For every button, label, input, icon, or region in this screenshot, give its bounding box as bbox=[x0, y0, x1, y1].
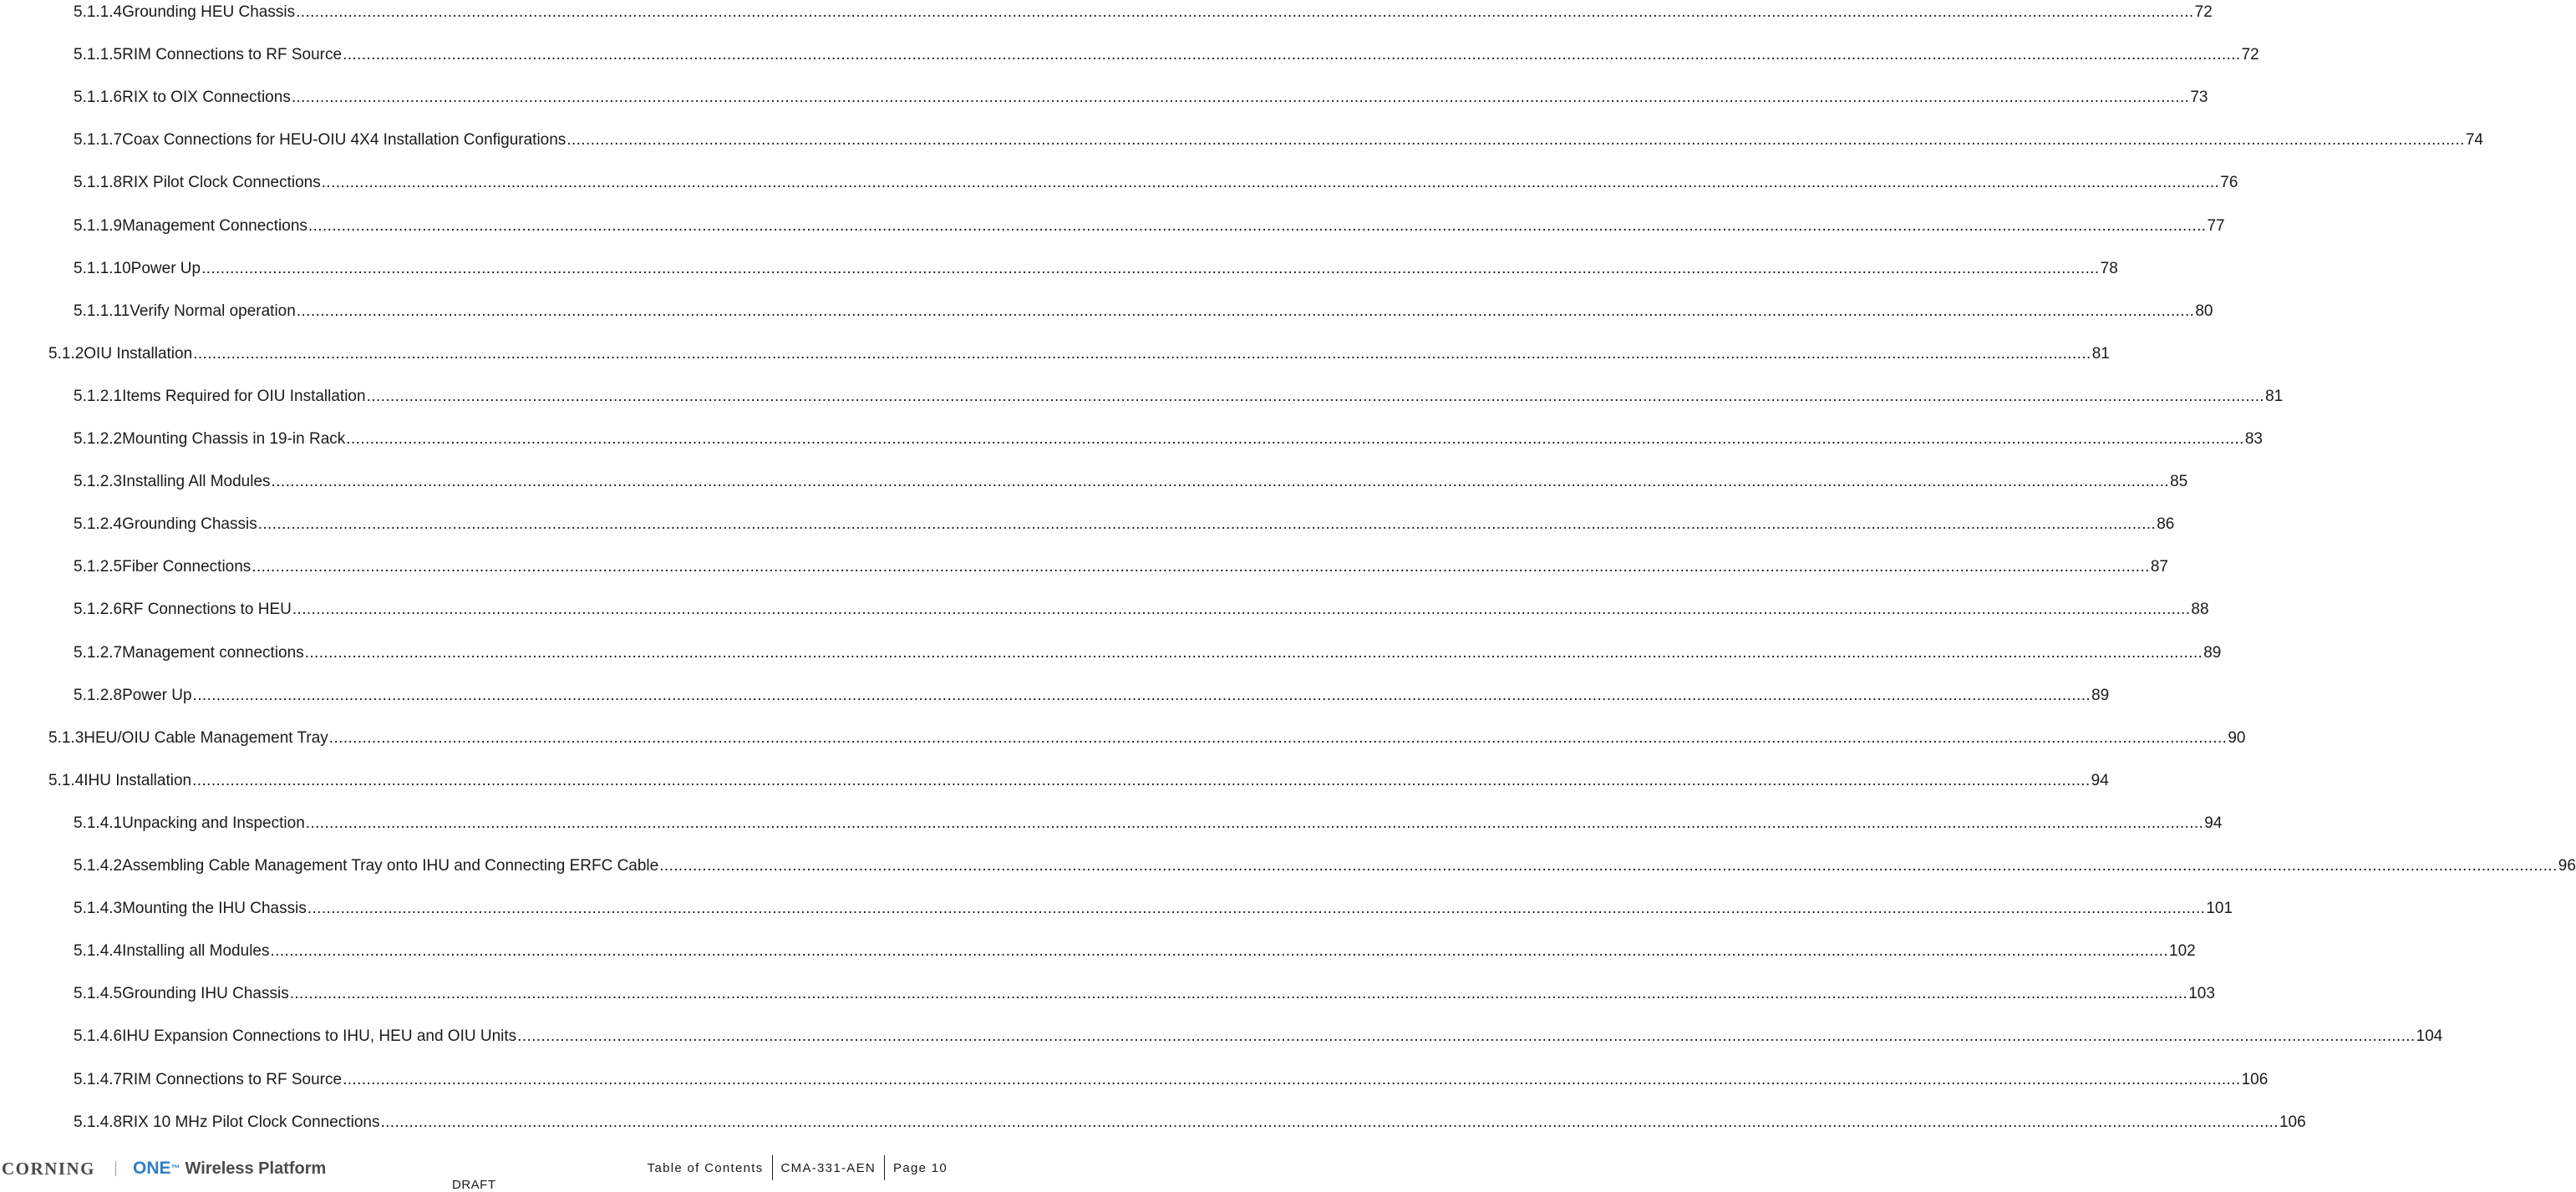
toc-entry[interactable] bbox=[74, 811, 2223, 833]
toc-dot-leader: ................................................................................................................................................................................................................................................................................................................................................................................................................ bbox=[271, 473, 2170, 491]
toc-entry-number: 5.1.1.4 bbox=[74, 3, 123, 21]
toc-dot-leader: ................................................................................................................................................................................................................................................................................................................................................................................................................ bbox=[201, 259, 2100, 277]
toc-entry-page: 76 bbox=[2220, 174, 2238, 192]
draft-watermark: DRAFT bbox=[452, 1178, 496, 1192]
toc-dot-leader: ................................................................................................................................................................................................................................................................................................................................................................................................................ bbox=[307, 900, 2206, 918]
toc-entry-title: Mounting Chassis in 19-in Rack bbox=[122, 430, 346, 448]
toc-entry-title: IHU Expansion Connections to IHU, HEU and OIU Units bbox=[122, 1027, 517, 1046]
toc-entry-page: 72 bbox=[2241, 46, 2259, 64]
toc-dot-leader: ................................................................................................................................................................................................................................................................................................................................................................................................................ bbox=[252, 558, 2150, 576]
toc-entry-title: Power Up bbox=[122, 686, 192, 704]
toc-entry-number: 5.1.4.8 bbox=[74, 1113, 123, 1131]
toc-entry-page: 102 bbox=[2169, 942, 2196, 961]
toc-dot-leader: ................................................................................................................................................................................................................................................................................................................................................................................................................ bbox=[192, 686, 2091, 704]
toc-entry-title: RIX to OIX Connections bbox=[122, 89, 291, 107]
toc-dot-leader: ................................................................................................................................................................................................................................................................................................................................................................................................................ bbox=[517, 1027, 2416, 1046]
toc-entry[interactable] bbox=[74, 854, 2576, 875]
toc-entry-number: 5.1.1.10 bbox=[74, 259, 131, 277]
toc-entry[interactable] bbox=[74, 256, 2118, 278]
toc-dot-leader: ................................................................................................................................................................................................................................................................................................................................................................................................................ bbox=[296, 302, 2195, 320]
toc-dot-leader: ................................................................................................................................................................................................................................................................................................................................................................................................................ bbox=[366, 387, 2265, 405]
toc-entry-page: 89 bbox=[2091, 686, 2110, 704]
toc-entry[interactable] bbox=[74, 43, 2259, 64]
toc-entry[interactable] bbox=[74, 128, 2483, 150]
toc-entry-title: RF Connections to HEU bbox=[122, 601, 292, 619]
toc-entry-title: Fiber Connections bbox=[122, 558, 252, 576]
toc-entry[interactable] bbox=[74, 981, 2215, 1003]
toc-dot-leader: ................................................................................................................................................................................................................................................................................................................................................................................................................ bbox=[289, 985, 2188, 1003]
toc-entry[interactable] bbox=[74, 299, 2213, 321]
toc-dot-leader: ................................................................................................................................................................................................................................................................................................................................................................................................................ bbox=[292, 601, 2191, 619]
toc-dot-leader: ................................................................................................................................................................................................................................................................................................................................................................................................................ bbox=[343, 46, 2241, 64]
toc-entry-page: 89 bbox=[2203, 643, 2222, 662]
toc-entry-page: 87 bbox=[2150, 558, 2168, 576]
toc-entry-title: RIM Connections to RF Source bbox=[122, 1070, 343, 1088]
toc-dot-leader: ................................................................................................................................................................................................................................................................................................................................................................................................................ bbox=[321, 174, 2220, 192]
one-wordmark: ONE bbox=[133, 1159, 171, 1178]
toc-entry-page: 101 bbox=[2206, 900, 2233, 918]
toc-entry[interactable] bbox=[74, 427, 2263, 449]
toc-entry[interactable] bbox=[74, 170, 2238, 192]
toc-dot-leader: ................................................................................................................................................................................................................................................................................................................................................................................................................ bbox=[291, 89, 2190, 107]
toc-entry-title: Verify Normal operation bbox=[130, 302, 296, 320]
toc-dot-leader: ................................................................................................................................................................................................................................................................................................................................................................................................................ bbox=[346, 430, 2244, 448]
toc-entry-title: Unpacking and Inspection bbox=[122, 814, 305, 832]
page-footer bbox=[0, 1153, 961, 1192]
toc-dot-leader: ................................................................................................................................................................................................................................................................................................................................................................................................................ bbox=[567, 131, 2465, 150]
toc-entry-title: Management connections bbox=[122, 643, 304, 662]
toc-entry-title: OIU Installation bbox=[84, 344, 193, 363]
toc-entry[interactable] bbox=[74, 641, 2222, 662]
toc-entry-title: Power Up bbox=[130, 259, 201, 277]
footer-doc-id: CMA-331-AEN bbox=[780, 1160, 876, 1175]
toc-entry[interactable] bbox=[74, 384, 2284, 406]
toc-entry[interactable] bbox=[74, 85, 2208, 107]
toc-entry-number: 5.1.2.6 bbox=[74, 601, 123, 619]
toc-entry-number: 5.1.4.5 bbox=[74, 985, 123, 1003]
toc-dot-leader: ................................................................................................................................................................................................................................................................................................................................................................................................................ bbox=[307, 216, 2207, 235]
toc-dot-leader: ................................................................................................................................................................................................................................................................................................................................................................................................................ bbox=[380, 1113, 2279, 1131]
toc-entry[interactable] bbox=[74, 939, 2196, 961]
toc-entry-page: 104 bbox=[2416, 1027, 2443, 1046]
toc-entry[interactable] bbox=[74, 214, 2225, 236]
toc-entry-title: Grounding Chassis bbox=[122, 515, 257, 534]
toc-entry[interactable] bbox=[74, 1068, 2269, 1089]
logo-divider bbox=[115, 1161, 116, 1176]
toc-entry-number: 5.1.1.11 bbox=[74, 302, 130, 320]
toc-dot-leader: ................................................................................................................................................................................................................................................................................................................................................................................................................ bbox=[257, 515, 2157, 534]
toc-dot-leader: ................................................................................................................................................................................................................................................................................................................................................................................................................ bbox=[192, 771, 2091, 789]
toc-entry[interactable] bbox=[74, 555, 2168, 576]
toc-entry-title: RIX 10 MHz Pilot Clock Connections bbox=[122, 1113, 380, 1131]
toc-dot-leader: ................................................................................................................................................................................................................................................................................................................................................................................................................ bbox=[296, 3, 2194, 21]
toc-entry-number: 5.1.1.7 bbox=[74, 131, 123, 150]
toc-entry-number: 5.1.2.4 bbox=[74, 515, 123, 534]
toc-entry-title: Grounding HEU Chassis bbox=[122, 3, 296, 21]
toc-entry[interactable] bbox=[74, 512, 2175, 534]
toc-entry[interactable] bbox=[74, 896, 2233, 918]
toc-entry[interactable] bbox=[48, 726, 2246, 748]
toc-entry-page: 106 bbox=[2279, 1113, 2306, 1131]
toc-entry-number: 5.1.4.6 bbox=[74, 1027, 123, 1046]
toc-entry-page: 72 bbox=[2194, 3, 2213, 21]
toc-dot-leader: ................................................................................................................................................................................................................................................................................................................................................................................................................ bbox=[193, 344, 2091, 363]
toc-entry-page: 77 bbox=[2207, 216, 2225, 235]
toc-entry-title: Installing all Modules bbox=[122, 942, 270, 961]
corning-one-logo bbox=[2, 1156, 326, 1181]
toc-entry-title: Assembling Cable Management Tray onto IHU and Connecting ERFC Cable bbox=[122, 857, 659, 875]
toc-entry-page: 83 bbox=[2244, 430, 2263, 448]
toc-dot-leader: ................................................................................................................................................................................................................................................................................................................................................................................................................ bbox=[343, 1070, 2241, 1088]
toc-entry-page: 81 bbox=[2265, 387, 2284, 405]
toc-entry-page: 78 bbox=[2100, 259, 2118, 277]
toc-entry-page: 96 bbox=[2558, 857, 2576, 875]
toc-entry-number: 5.1.4.4 bbox=[74, 942, 123, 961]
toc-dot-leader: ................................................................................................................................................................................................................................................................................................................................................................................................................ bbox=[659, 857, 2558, 875]
toc-entry-page: 74 bbox=[2465, 131, 2483, 150]
toc-entry-number: 5.1.2.7 bbox=[74, 643, 123, 662]
toc-entry-number: 5.1.3 bbox=[48, 728, 84, 747]
toc-entry[interactable] bbox=[48, 768, 2109, 790]
wireless-platform-text: Wireless Platform bbox=[185, 1159, 327, 1178]
toc-entry[interactable] bbox=[74, 0, 2213, 22]
toc-entry-number: 5.1.2.5 bbox=[74, 558, 123, 576]
toc-entry-page: 90 bbox=[2228, 728, 2246, 747]
toc-entry-page: 86 bbox=[2157, 515, 2175, 534]
toc-entry-number: 5.1.2.8 bbox=[74, 686, 123, 704]
toc-entry-page: 88 bbox=[2191, 601, 2209, 619]
toc-entry-page: 106 bbox=[2241, 1070, 2269, 1088]
toc-entry-title: HEU/OIU Cable Management Tray bbox=[84, 728, 328, 747]
toc-dot-leader: ................................................................................................................................................................................................................................................................................................................................................................................................................ bbox=[305, 814, 2204, 832]
toc-entry[interactable] bbox=[74, 1024, 2443, 1046]
toc-entry-number: 5.1.1.6 bbox=[74, 89, 123, 107]
toc-entry-number: 5.1.4.3 bbox=[74, 900, 123, 918]
toc-entry-number: 5.1.4.2 bbox=[74, 857, 123, 875]
toc-entry[interactable] bbox=[48, 342, 2110, 363]
toc-dot-leader: ................................................................................................................................................................................................................................................................................................................................................................................................................ bbox=[304, 643, 2203, 662]
toc-entry[interactable] bbox=[74, 469, 2188, 491]
toc-entry-number: 5.1.2 bbox=[48, 344, 84, 363]
toc-entry[interactable] bbox=[74, 683, 2110, 705]
toc-entry-title: IHU Installation bbox=[84, 771, 192, 789]
trademark-mark: ™ bbox=[170, 1164, 180, 1174]
toc-entry-page: 80 bbox=[2195, 302, 2213, 320]
toc-entry-title: RIX Pilot Clock Connections bbox=[122, 174, 321, 192]
toc-entry-title: RIM Connections to RF Source bbox=[122, 46, 343, 64]
toc-entry-title: Management Connections bbox=[122, 216, 307, 235]
toc-entry-title: Installing All Modules bbox=[122, 473, 271, 491]
toc-entry-page: 103 bbox=[2188, 985, 2215, 1003]
footer-meta bbox=[639, 1155, 956, 1180]
footer-section-title: Table of Contents bbox=[647, 1160, 764, 1175]
toc-entry-number: 5.1.4.7 bbox=[74, 1070, 123, 1088]
toc-entry-number: 5.1.2.2 bbox=[74, 430, 123, 448]
toc-entry-number: 5.1.4 bbox=[48, 771, 84, 789]
toc-entry-title: Items Required for OIU Installation bbox=[122, 387, 366, 405]
toc-entry[interactable] bbox=[74, 597, 2209, 619]
toc-entry-number: 5.1.2.1 bbox=[74, 387, 123, 405]
toc-dot-leader: ................................................................................................................................................................................................................................................................................................................................................................................................................ bbox=[328, 728, 2228, 747]
toc-entry-page: 94 bbox=[2091, 771, 2109, 789]
corning-wordmark: CORNING bbox=[2, 1158, 96, 1179]
toc-entry-number: 5.1.1.9 bbox=[74, 216, 123, 235]
toc-entry-page: 94 bbox=[2204, 814, 2223, 832]
toc-entry-number: 5.1.1.5 bbox=[74, 46, 123, 64]
toc-entry-title: Mounting the IHU Chassis bbox=[122, 900, 307, 918]
toc-entry-number: 5.1.1.8 bbox=[74, 174, 123, 192]
toc-entry-title: Coax Connections for HEU-OIU 4X4 Installation Configurations bbox=[122, 131, 567, 150]
toc-entry-number: 5.1.2.3 bbox=[74, 473, 123, 491]
toc-entry-title: Grounding IHU Chassis bbox=[122, 985, 289, 1003]
toc-entry-page: 85 bbox=[2170, 473, 2188, 491]
toc-dot-leader: ................................................................................................................................................................................................................................................................................................................................................................................................................ bbox=[270, 942, 2169, 961]
toc-entry-page: 81 bbox=[2091, 344, 2110, 363]
toc-entry[interactable] bbox=[74, 1110, 2306, 1132]
footer-page-number: Page 10 bbox=[893, 1160, 948, 1175]
toc-entry-page: 73 bbox=[2190, 89, 2208, 107]
toc-entry-number: 5.1.4.1 bbox=[74, 814, 123, 832]
